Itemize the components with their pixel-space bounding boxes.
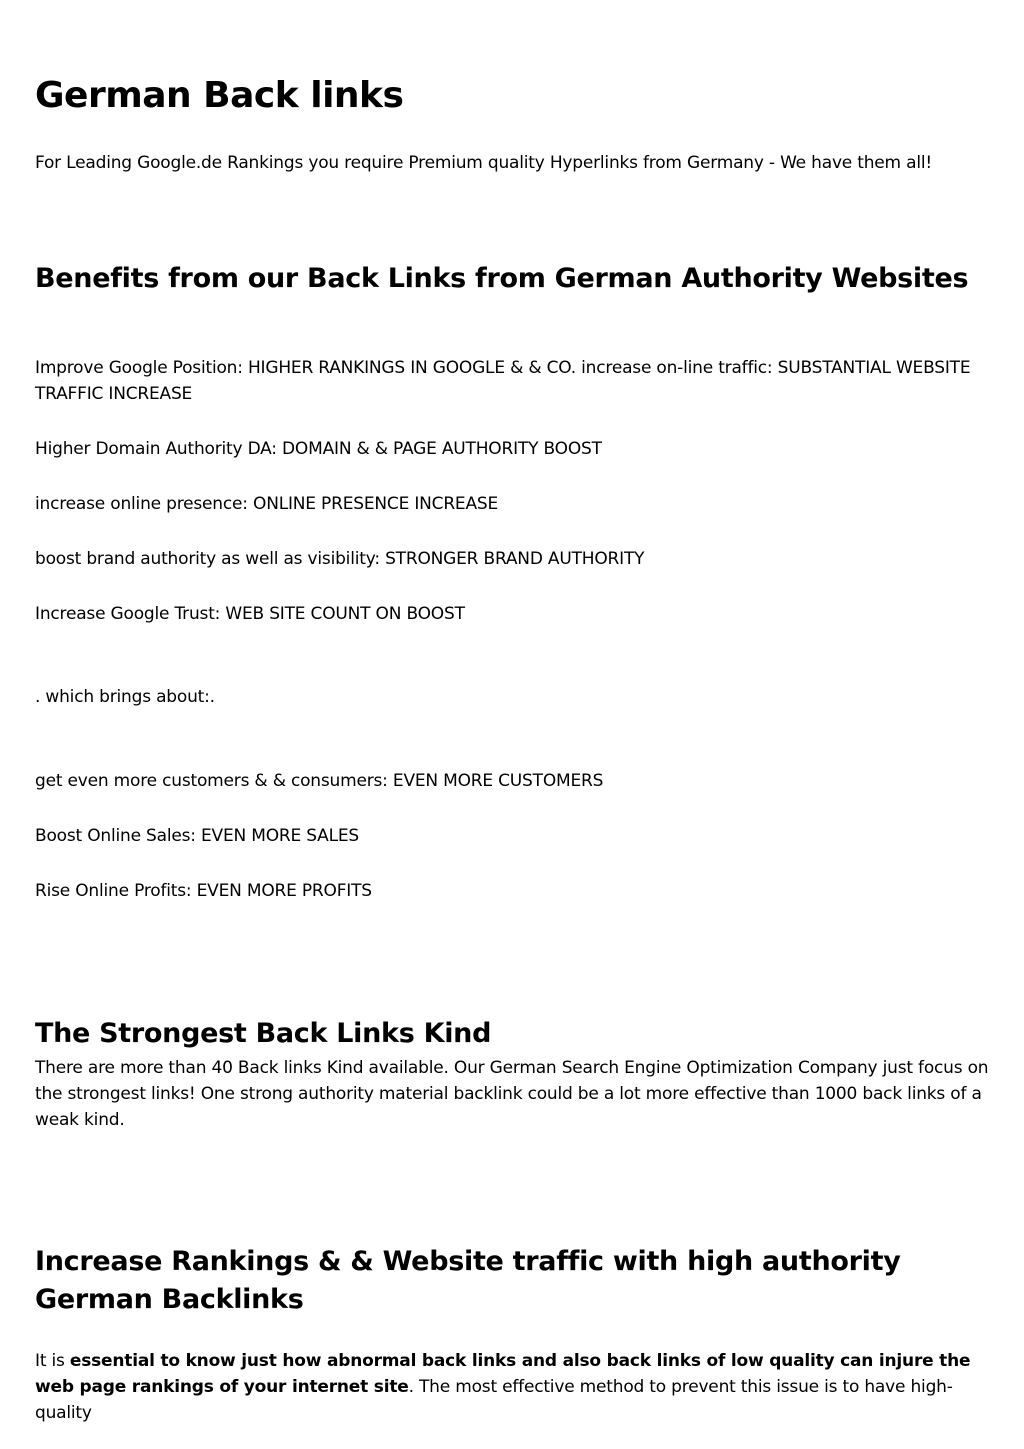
section-body-increase: [35, 1348, 990, 1426]
benefit-item: Increase Google Trust: WEB SITE COUNT ON BOOST: [35, 604, 465, 624]
page-title: German Back links: [35, 75, 404, 116]
body-bold: essential to know just how abnormal back links and also back links of low quality can injure the web page rankings of your internet site: [35, 1351, 971, 1397]
body-prefix: It is: [35, 1351, 70, 1371]
result-item: Boost Online Sales: EVEN MORE SALES: [35, 826, 359, 846]
bridge-text: . which brings about:.: [35, 687, 215, 707]
benefit-item: Higher Domain Authority DA: DOMAIN & & PAGE AUTHORITY BOOST: [35, 439, 602, 459]
section-heading-strongest: The Strongest Back Links Kind: [35, 1018, 492, 1049]
benefit-item: boost brand authority as well as visibility: STRONGER BRAND AUTHORITY: [35, 549, 645, 569]
section-heading-benefits: Benefits from our Back Links from German Authority Websites: [35, 263, 969, 294]
result-item: get even more customers & & consumers: EVEN MORE CUSTOMERS: [35, 771, 604, 791]
section-heading-increase: Increase Rankings & & Website traffic with high authority German Backlinks: [35, 1246, 901, 1315]
benefit-item: Improve Google Position: HIGHER RANKINGS IN GOOGLE & & CO. increase on-line traffic: SUBSTANTIAL WEBSITE TRAFFIC INCREASE: [35, 358, 971, 404]
body-suffix: . The most effective method to prevent this issue is to have high-quality: [35, 1377, 953, 1423]
result-item: Rise Online Profits: EVEN MORE PROFITS: [35, 881, 372, 901]
intro-text: For Leading Google.de Rankings you require Premium quality Hyperlinks from Germany - We have them all!: [35, 153, 933, 173]
benefit-item: increase online presence: ONLINE PRESENCE INCREASE: [35, 494, 499, 514]
section-body-strongest: There are more than 40 Back links Kind available. Our German Search Engine Optimization Company just focus on the strongest links! One strong authority material backlink could be a lot more effective than 1000 back links of a weak kind.: [35, 1058, 989, 1130]
